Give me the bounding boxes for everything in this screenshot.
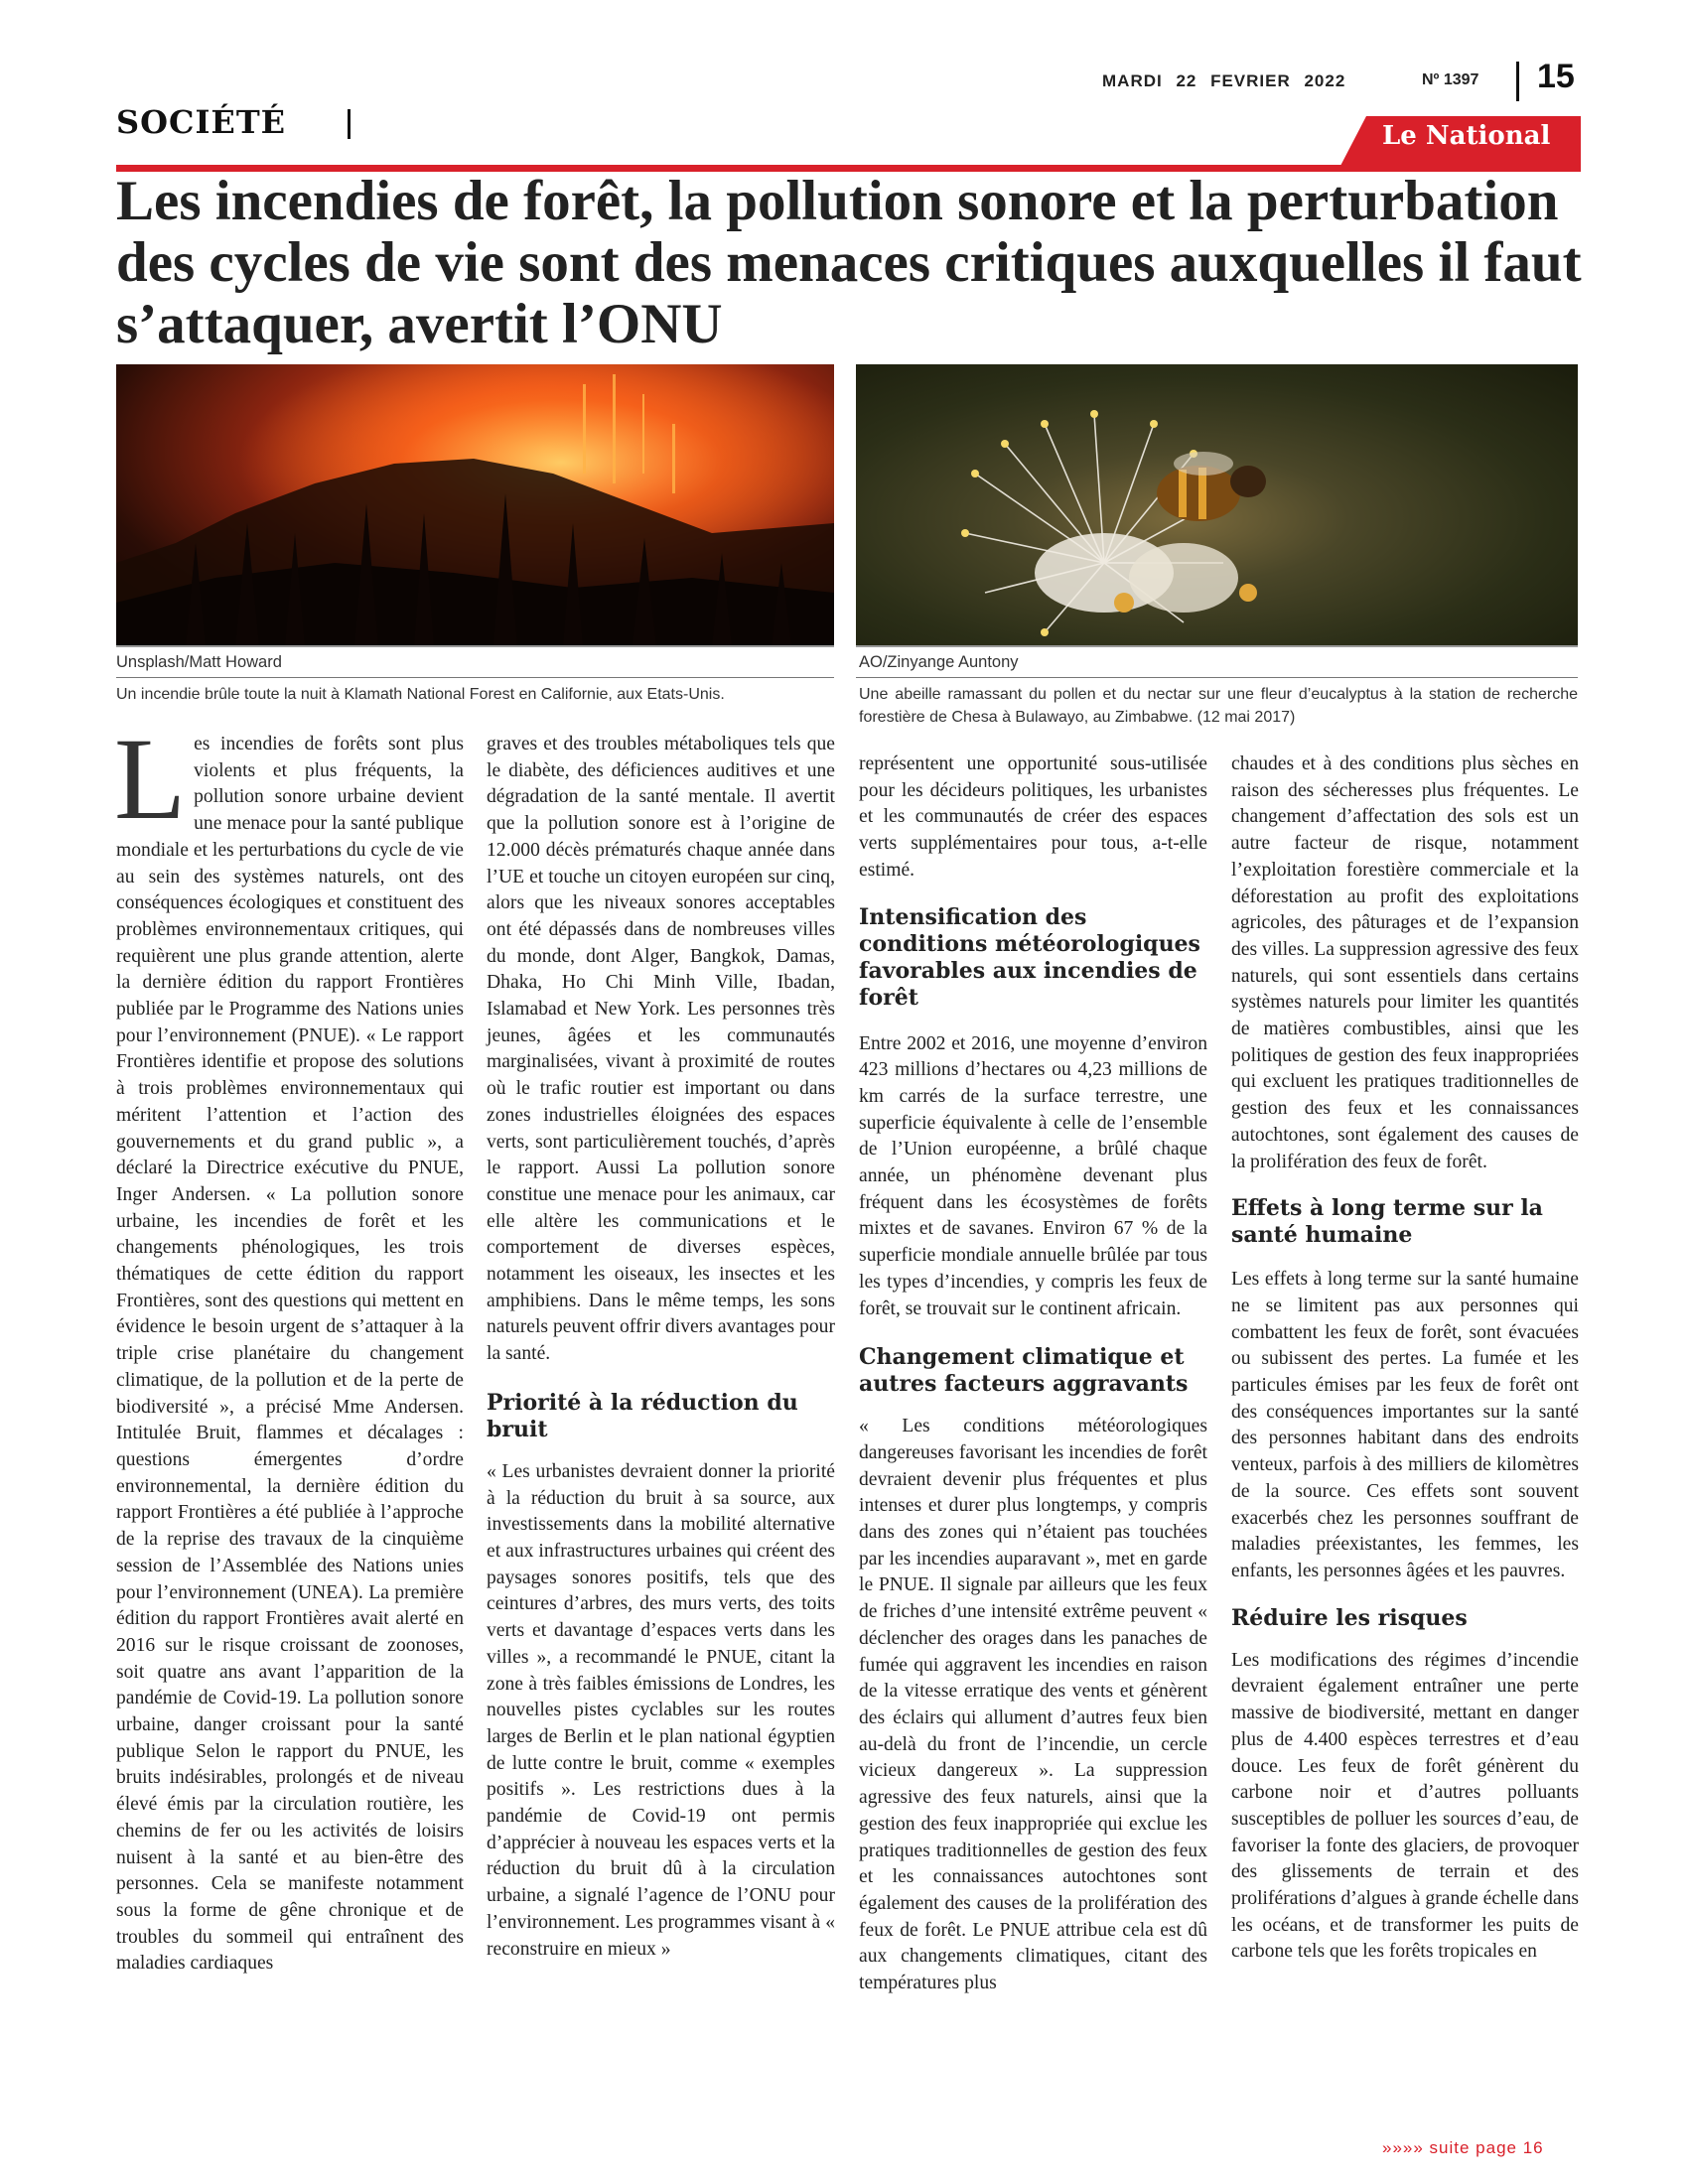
- article-paragraph: Entre 2002 et 2016, une moyenne d’environ 423 millions d’hectares ou 4,23 millions de km carrés de la surface terrestre, une superficie équivalente à celle de l’ensemble de l’Union européenne, a brûlé chaque année, un phénomène devenant plus fréquent dans les écosystèmes de forêts mixtes et de savanes. Environ 67 % de la superficie mondiale annuelle brûlée par tous les types d’incendies, y compris les feux de forêt, se trouvait sur le continent africain.: [859, 1032, 1207, 1319]
- subheading-fire-weather: Intensification des conditions météorologiques favorables aux incendies de forêt: [859, 903, 1200, 1011]
- subheading-health-effects: Effets à long terme sur la santé humaine: [1231, 1195, 1543, 1249]
- subheading-reduce-risks: Réduire les risques: [1231, 1604, 1468, 1631]
- article-column-2: [487, 732, 835, 1963]
- photo2-credit: AO/Zinyange Auntony: [859, 653, 1019, 671]
- caption-rule: [116, 677, 834, 678]
- article-paragraph: représentent une opportunité sous-utilisée pour les décideurs politiques, les urbanistes et les communautés de créer des espaces verts supplémentaires pour tous, a-t-elle estimé.: [859, 753, 1207, 881]
- continued-link[interactable]: »»»» suite page 16: [1382, 2138, 1544, 2157]
- article-paragraph: Les effets à long terme sur la santé humaine ne se limitent pas aux personnes qui combattent les feux de forêt, sont évacuées ou subissent des pertes. La fumée et les particules émises par les feux de forêt ont des conséquences importantes sur la santé des personnes habitant dans des endroits venteux, parfois à des milliers de kilomètres de la source. Ces effets sont souvent exacerbés chez les personnes souffrant de maladies préexistantes, les femmes, les enfants, les personnes âgées et les pauvres.: [1231, 1269, 1579, 1581]
- subheading-noise: Priorité à la réduction du bruit: [487, 1389, 798, 1442]
- article-column-4: [1231, 751, 1579, 1966]
- section-label: SOCIÉTÉ: [116, 103, 287, 141]
- article-paragraph: « Les urbanistes devraient donner la priorité à la réduction du bruit à sa source, aux investissements dans la mobilité alternative et aux infrastructures urbaines qui créent des paysages sonores positifs, tels que des ceintures d’arbres, des murs verts, des toits verts et davantage d’espaces verts dans les villes », a recommandé le PNUE, citant la zone à très faibles émissions de Londres, les nouvelles pistes cyclables sur les routes larges de Berlin et le plan national égyptien de lutte contre le bruit, comme « exemples positifs ». Les restrictions dues à la pandémie de Covid-19 ont permis d’apprécier à nouveau les espaces verts et la réduction du bruit dû à la circulation urbaine, a signalé l’agence de l’ONU pour l’environnement. Les programmes visant à « reconstruire en mieux »: [487, 1460, 835, 1960]
- forest-fire-photo: [116, 364, 834, 647]
- bee-flower-illustration: [856, 364, 1578, 645]
- header-divider: [1516, 62, 1519, 101]
- section-divider: [348, 109, 351, 139]
- article-column-1: [114, 714, 464, 1978]
- page-number: 15: [1537, 58, 1575, 95]
- bee-flower-photo: [856, 364, 1578, 647]
- article-paragraph: es incendies de forêts sont plus violents et plus fréquents, la pollution sonore urbaine devient une menace pour la santé publique mondiale et les perturbations du cycle de vie au sein des systèmes naturels, ont des conséquences écologiques et constituent des problèmes environnementaux critiques, qui requièrent une plus grande attention, alerte la dernière édition du rapport Frontières publiée par le Programme des Nations unies pour l’environnement (PNUE). « Le rapport Frontières identifie et propose des solutions à trois problèmes environnementaux qui méritent l’attention et l’action des gouvernements et du grand public », a déclaré la Directrice exécutive du PNUE, Inger Andersen. « La pollution sonore urbaine, les incendies de forêt et les changements phénologiques, les trois thématiques de cette édition du rapport Frontières, sont des questions qui mettent en évidence le besoin urgent de s’attaquer à la triple crise planétaire du changement climatique, de la pollution et de la perte de biodiversité », a précisé Mme Andersen. Intitulée Bruit, flammes et décalages : questions émergentes d’ordre environnemental, la dernière édition du rapport Frontières a été publiée à l’approche de la reprise des travaux de la cinquième session de l’Assemblée des Nations unies pour l’environnement (UNEA). La première édition du rapport Frontières avait alerté en 2016 sur le risque croissant de zoonoses, soit quatre ans avant l’apparition de la pandémie de Covid-19. La pollution sonore urbaine, danger croissant pour la santé publique Selon le rapport du PNUE, les bruits indésirables, prolongés et de niveau élevé émis par la circulation routière, les chemins de fer ou les activités de loisirs nuisent à la santé et au bien-être des personnes. Cela se manifeste notamment sous la forme de gêne chronique et de troubles du sommeil qui entraînent des maladies cardiaques: [116, 734, 464, 1975]
- issue-number: Nº 1397: [1422, 71, 1479, 88]
- photo2-caption: Une abeille ramassant du pollen et du nectar sur une fleur d’eucalyptus à la station de recherche forestière de Chesa à Bulawayo, au Zimbabwe. (12 mai 2017): [859, 686, 1578, 726]
- brand-name: Le National: [1382, 121, 1551, 151]
- article-paragraph: graves et des troubles métaboliques tels que le diabète, des déficiences auditives et une dégradation de la santé mentale. Il avertit que la pollution sonore est à l’origine de 12.000 décès prématurés chaque année dans l’UE et touche un citoyen européen sur cinq, alors que les niveaux sonores acceptables ont été dépassés dans de nombreuses villes du monde, dont Alger, Bangkok, Damas, Dhaka, Ho Chi Minh Ville, Ibadan, Islamabad et New York. Les personnes très jeunes, âgées et les communautés marginalisées, vivant à proximité de routes où le trafic routier est important ou dans zones industrielles éloignées des espaces verts, sont particulièrement touchés, d’après le rapport. Aussi La pollution sonore constitue une menace pour les animaux, car elle altère les communications et le comportement de diverses espèces, notamment les oiseaux, les insectes et les amphibiens. Dans le même temps, les sons naturels peuvent offrir divers avantages pour la santé.: [487, 734, 835, 1365]
- article-paragraph: chaudes et à des conditions plus sèches en raison des sécheresses plus fréquentes. Le changement d’affectation des sols est un autre facteur de risque, notamment l’exploitation forestière commerciale et la déforestation au profit des exploitations agricoles, des pâturages et de l’expansion des villes. La suppression agressive des feux naturels, qui sont essentiels dans certains systèmes naturels pour limiter les quantités de matières combustibles, ainsi que les politiques de gestion des feux inappropriées qui excluent les pratiques traditionnelles de gestion des feux et les connaissances autochtones, sont également des causes de la prolifération des feux de forêt.: [1231, 753, 1579, 1172]
- article-paragraph: « Les conditions météorologiques dangereuses favorisant les incendies de forêt devraient devenir plus fréquentes et plus intenses et durer plus longtemps, y compris dans des zones qui n’étaient pas touchées par les incendies auparavant », met en garde le PNUE. Il signale par ailleurs que les feux de friches d’une intensité extrême peuvent « déclencher des orages dans les panaches de fumée qui aggravent les incendies en raison de la vitesse erratique des vents et génèrent des éclairs qui allument d’autres feux bien au-delà du front de l’incendie, un cercle vicieux dangereux ». La suppression agressive des feux naturels, ainsi que la gestion des feux inappropriée qui exclue les pratiques traditionnelles de gestion des feux et les connaissances autochtones sont également des causes de la prolifération des feux de forêt. Le PNUE attribue cela est dû aux changements climatiques, citant des températures plus: [859, 1416, 1207, 1994]
- caption-rule: [856, 677, 1578, 678]
- forest-fire-illustration: [116, 364, 834, 645]
- article-paragraph: Les modifications des régimes d’incendie devraient également entraîner une perte massive de biodiversité, mettant en danger plus de 4.400 espèces terrestres et d’eau douce. Les feux de forêt génèrent du carbone noir et d’autres polluants susceptibles de polluer les sources d’eau, de favoriser la fonte des glaciers, de provoquer des glissements de terrain et des proliférations d’algues à grande échelle dans les océans, et de transformer les puits de carbone tels que les forêts tropicales en: [1231, 1649, 1579, 1963]
- photo1-credit: Unsplash/Matt Howard: [116, 653, 282, 671]
- photo1-caption: Un incendie brûle toute la nuit à Klamath National Forest en Californie, aux Etats-Unis.: [116, 686, 725, 703]
- subheading-climate-change: Changement climatique et autres facteurs aggravants: [859, 1344, 1189, 1398]
- drop-cap: L: [114, 714, 187, 844]
- issue-date: MARDI 22 FEVRIER 2022: [1102, 71, 1346, 90]
- bee-icon: [1157, 452, 1266, 521]
- article-column-3: [859, 751, 1207, 1997]
- article-title: Les incendies de forêt, la pollution sonore et la perturbation des cycles de vie sont des menaces critiques auxquelles il faut s’attaquer, avertit l’ONU: [116, 170, 1582, 355]
